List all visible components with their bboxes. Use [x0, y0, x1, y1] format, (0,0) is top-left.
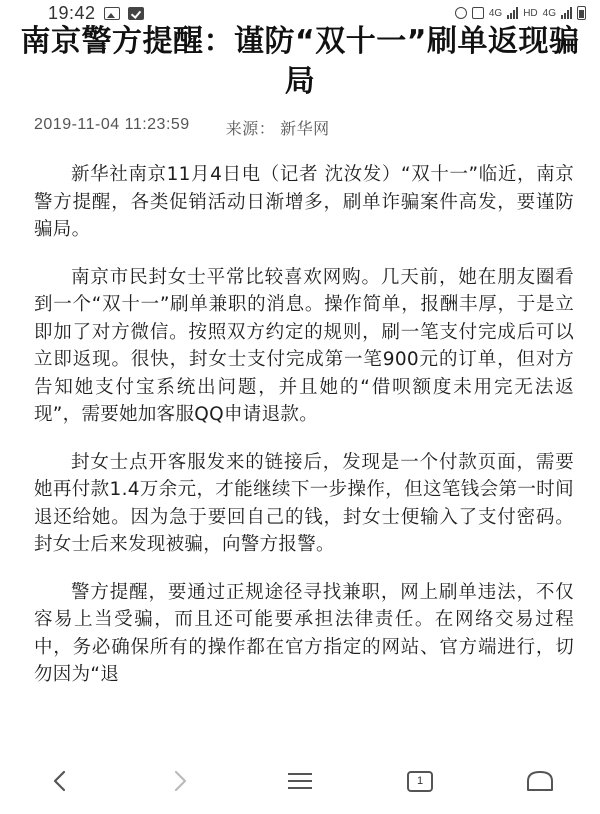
tab-count: 1 [416, 775, 424, 787]
home-icon [524, 769, 556, 793]
image-notification-icon [104, 7, 120, 20]
network2-label: 4G [542, 7, 556, 19]
back-button[interactable] [30, 756, 90, 806]
mute-icon [472, 7, 484, 19]
browser-bottom-nav [0, 748, 600, 814]
article-paragraph: 南京市民封女士平常比较喜欢网购。几天前，她在朋友圈看到一个“双十一”刷单兼职的消息。操作简单，报酬丰厚，于是立即加了对方微信。按照双方约定的规则，刷一笔支付完成后可以立即返现。很快，封女士支付完成第一笔900元的订单，但对方告知她支付宝系统出问题，并且她的“借呗额度未用完无法返现”，需要她加客服QQ申请退款。 [34, 266, 574, 425]
signal-icon [507, 7, 518, 19]
hd-label: HD [523, 7, 538, 19]
article-meta [34, 116, 600, 139]
tabs-button[interactable] [390, 756, 450, 806]
alarm-icon [455, 7, 467, 19]
status-left [48, 3, 144, 24]
battery-icon [577, 6, 586, 20]
back-arrow-icon [52, 769, 68, 793]
signal2-icon [561, 7, 572, 19]
menu-icon [286, 770, 314, 792]
article-title: 南京警方提醒：谨防“双十一”刷单返现骗局 [20, 24, 580, 99]
status-right [455, 6, 586, 20]
article-body [0, 161, 600, 689]
article-source: 来源： 新华网 [225, 121, 330, 138]
home-button[interactable] [510, 756, 570, 806]
article-timestamp: 2019-11-04 11:23:59 [34, 116, 190, 133]
forward-arrow-icon [172, 769, 188, 793]
download-notification-icon [128, 7, 144, 20]
status-time: 19:42 [48, 2, 96, 23]
article-paragraph: 封女士点开客服发来的链接后，发现是一个付款页面，需要她再付款1.4万余元，才能继续下一步操作，但这笔钱会第一时间退还给她。因为急于要回自己的钱，封女士便输入了支付密码。封女士后来发现被骗，向警方报警。 [34, 451, 574, 555]
forward-button[interactable] [150, 756, 210, 806]
tabs-icon [407, 771, 433, 792]
article [0, 22, 600, 709]
network-label: 4G [488, 7, 503, 19]
menu-button[interactable] [270, 756, 330, 806]
article-paragraph: 警方提醒，要通过正规途径寻找兼职，网上刷单违法，不仅容易上当受骗，而且还可能要承担法律责任。在网络交易过程中，务必确保所有的操作都在官方指定的网站、官方端进行，切勿因为“退 [34, 581, 574, 685]
article-paragraph: 新华社南京11月4日电（记者 沈汝发）“双十一”临近，南京警方提醒，各类促销活动日渐增多，刷单诈骗案件高发，要谨防骗局。 [34, 164, 574, 240]
